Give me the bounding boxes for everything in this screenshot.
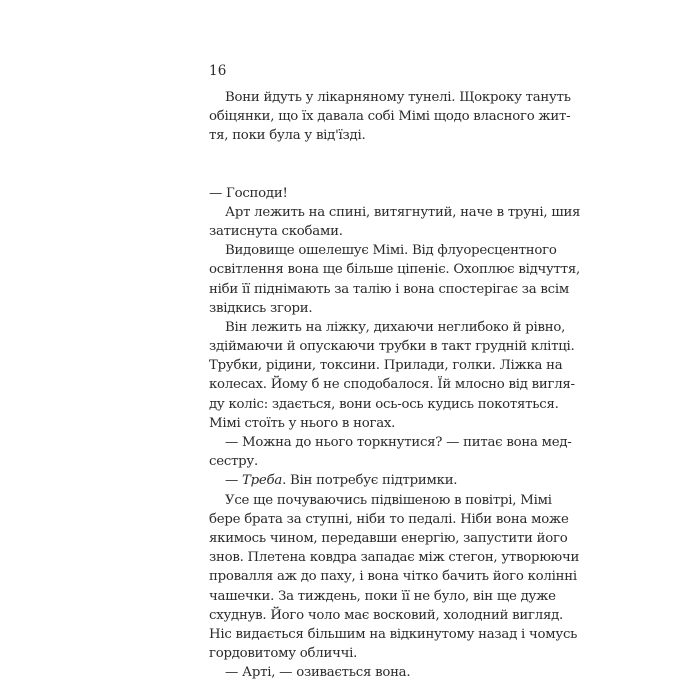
- text-line: ду коліс: здається, вони ось-ось кудись покотяться.: [209, 396, 559, 412]
- text-line: Він лежить на ліжку, дихаючи неглибоко й рівно,: [225, 319, 566, 335]
- text-line: чашечки. За тиждень, поки її не було, він ще дуже: [209, 588, 556, 604]
- text-line: бере брата за ступні, ніби то педалі. Ніби вона може: [209, 511, 569, 527]
- text-line: Арт лежить на спині, витягнутий, наче в труні, шия: [225, 204, 581, 220]
- text-line: якимось чином, передавши енергію, запустити його: [209, 530, 568, 546]
- text-line: тя, поки була у від'їзді.: [209, 128, 366, 144]
- text-line: Видовище ошелешує Мімі. Від флуоресцентного: [225, 243, 557, 259]
- text-line: ніби її піднімають за талію і вона спостерігає за всім: [209, 281, 569, 297]
- body-text: [209, 88, 581, 682]
- text-line: знов. Плетена ковдра западає між стегон, утворюючи: [209, 550, 580, 566]
- italic-word: Треба: [242, 473, 283, 489]
- text-line: схуднув. Його чоло має восковий, холодний вигляд.: [209, 607, 563, 623]
- text-line: Вони йдуть у лікарняному тунелі. Щокроку тануть: [225, 90, 571, 105]
- text-line: сестру.: [209, 454, 258, 470]
- text-line: освітлення вона ще більше ціпеніє. Охоплює відчуття,: [209, 262, 580, 278]
- page-number: 16: [209, 63, 227, 79]
- text-line: Усе ще почуваючись підвішеною в повітрі, Мімі: [225, 492, 552, 508]
- text-line: Мімі стоїть у нього в ногах.: [209, 415, 396, 431]
- text-line: гордовитому обличчі.: [209, 646, 358, 662]
- section-break: [209, 146, 507, 184]
- text-line: — Треба. Він потребує підтримки.: [225, 473, 458, 489]
- text-line: колесах. Йому б не сподобалося. Їй млосно від вигля-: [209, 377, 575, 393]
- text-line: Ніс видається більшим на відкинутому назад і чомусь: [209, 626, 578, 642]
- text-span: . Він потребує підтримки.: [282, 473, 458, 489]
- text-line: — Арті, — озивається вона.: [225, 665, 411, 681]
- text-line: Трубки, рідини, токсини. Прилади, голки. Ліжка на: [209, 358, 563, 374]
- text-line: звідкись згори.: [209, 300, 313, 316]
- text-line: обіцянки, що їх давала собі Мімі щодо власного жит-: [209, 109, 571, 125]
- text-line: — Господи!: [209, 185, 288, 201]
- text-line: — Можна до нього торкнутися? — питає вона мед-: [225, 435, 572, 450]
- text-line: провалля аж до паху, і вона чітко бачить його колінні: [209, 569, 577, 585]
- text-line: затиснута скобами.: [209, 223, 343, 239]
- text-line: здіймаючи й опускаючи трубки в такт грудній клітці.: [209, 339, 575, 355]
